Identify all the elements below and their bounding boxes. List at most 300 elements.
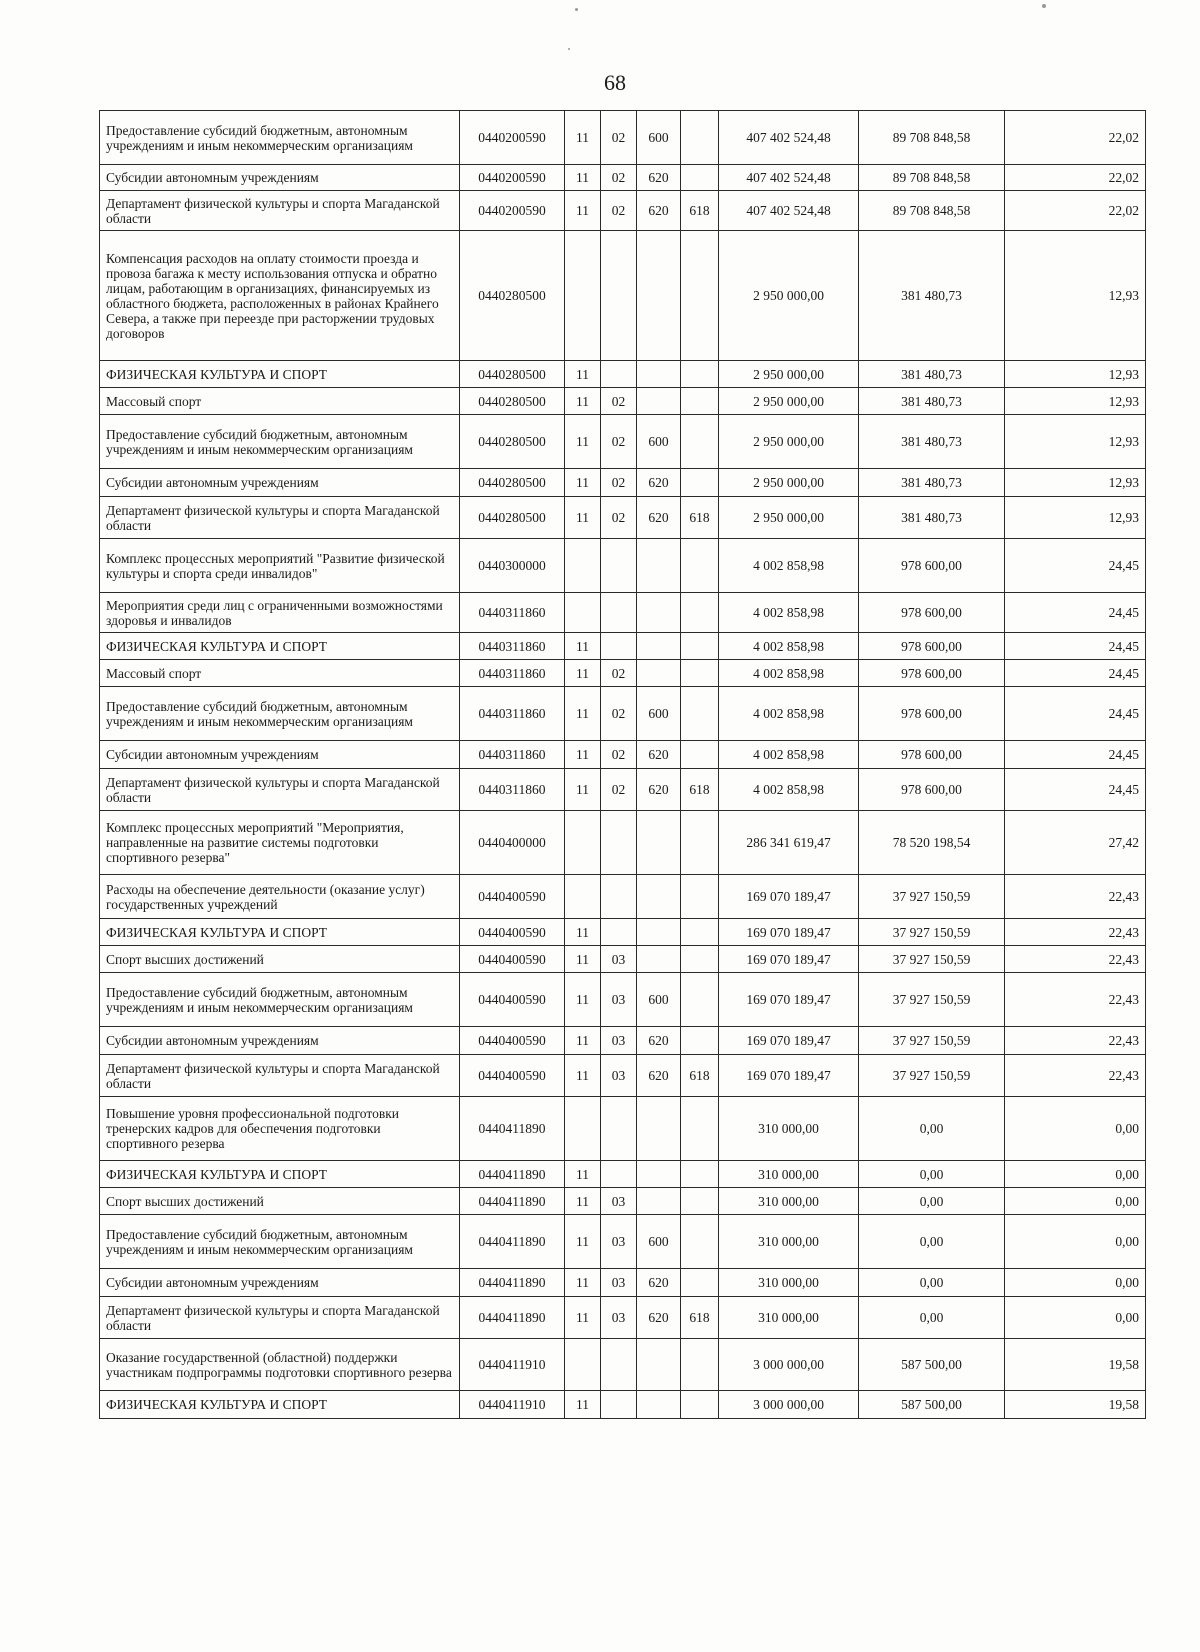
- row-fact-amount: 978 600,00: [859, 660, 1005, 687]
- row-expense-type: 620: [637, 165, 681, 191]
- row-section: 11: [565, 1215, 601, 1269]
- table-row: [100, 388, 1146, 415]
- row-percent: 12,93: [1005, 388, 1146, 415]
- scan-speck: [1042, 4, 1046, 8]
- row-section: 11: [565, 111, 601, 165]
- row-target-code: 0440400590: [460, 973, 565, 1027]
- row-department-code: [681, 1391, 719, 1419]
- row-name: Предоставление субсидий бюджетным, автономным учреждениям и иным некоммерческим организациям: [100, 973, 460, 1027]
- row-name: ФИЗИЧЕСКАЯ КУЛЬТУРА И СПОРТ: [100, 919, 460, 946]
- row-plan-amount: 310 000,00: [719, 1215, 859, 1269]
- table-row: [100, 1339, 1146, 1391]
- row-expense-type: [637, 361, 681, 388]
- row-percent: 0,00: [1005, 1097, 1146, 1161]
- row-name: Субсидии автономным учреждениям: [100, 469, 460, 497]
- table-row: [100, 1297, 1146, 1339]
- row-name: Предоставление субсидий бюджетным, автономным учреждениям и иным некоммерческим организациям: [100, 111, 460, 165]
- row-plan-amount: 169 070 189,47: [719, 1055, 859, 1097]
- row-department-code: 618: [681, 1055, 719, 1097]
- row-plan-amount: 2 950 000,00: [719, 361, 859, 388]
- row-subsection: 02: [601, 111, 637, 165]
- row-plan-amount: 310 000,00: [719, 1269, 859, 1297]
- row-expense-type: 600: [637, 415, 681, 469]
- row-name: Субсидии автономным учреждениям: [100, 165, 460, 191]
- table-row: [100, 1269, 1146, 1297]
- row-section: [565, 1097, 601, 1161]
- row-fact-amount: 0,00: [859, 1097, 1005, 1161]
- row-plan-amount: 2 950 000,00: [719, 469, 859, 497]
- row-fact-amount: 89 708 848,58: [859, 191, 1005, 231]
- row-target-code: 0440311860: [460, 660, 565, 687]
- row-percent: 22,02: [1005, 191, 1146, 231]
- row-expense-type: [637, 811, 681, 875]
- row-target-code: 0440400000: [460, 811, 565, 875]
- row-name: Департамент физической культуры и спорта Магаданской области: [100, 1297, 460, 1339]
- row-department-code: [681, 539, 719, 593]
- row-name: Департамент физической культуры и спорта Магаданской области: [100, 769, 460, 811]
- row-name: Комплекс процессных мероприятий "Мероприятия, направленные на развитие системы подготовки спортивного резерва": [100, 811, 460, 875]
- row-section: 11: [565, 1297, 601, 1339]
- table-row: [100, 165, 1146, 191]
- row-expense-type: 620: [637, 469, 681, 497]
- row-section: 11: [565, 660, 601, 687]
- page-number: 68: [604, 70, 626, 95]
- row-department-code: [681, 875, 719, 919]
- row-department-code: [681, 687, 719, 741]
- row-percent: 12,93: [1005, 469, 1146, 497]
- row-percent: 24,45: [1005, 741, 1146, 769]
- row-fact-amount: 37 927 150,59: [859, 946, 1005, 973]
- row-department-code: [681, 660, 719, 687]
- row-plan-amount: 2 950 000,00: [719, 497, 859, 539]
- row-subsection: 02: [601, 741, 637, 769]
- row-fact-amount: 978 600,00: [859, 769, 1005, 811]
- table-row: [100, 1188, 1146, 1215]
- table-row: [100, 919, 1146, 946]
- row-section: 11: [565, 946, 601, 973]
- row-percent: 22,02: [1005, 111, 1146, 165]
- row-expense-type: [637, 1391, 681, 1419]
- row-subsection: 03: [601, 946, 637, 973]
- row-percent: 19,58: [1005, 1339, 1146, 1391]
- row-expense-type: 620: [637, 741, 681, 769]
- row-section: 11: [565, 1188, 601, 1215]
- row-plan-amount: 286 341 619,47: [719, 811, 859, 875]
- row-subsection: [601, 361, 637, 388]
- row-plan-amount: 169 070 189,47: [719, 946, 859, 973]
- row-department-code: [681, 1027, 719, 1055]
- row-department-code: [681, 1339, 719, 1391]
- row-percent: 24,45: [1005, 769, 1146, 811]
- row-percent: 0,00: [1005, 1297, 1146, 1339]
- table-row: [100, 1097, 1146, 1161]
- row-subsection: [601, 875, 637, 919]
- row-name: Комплекс процессных мероприятий "Развитие физической культуры и спорта среди инвалидов": [100, 539, 460, 593]
- row-expense-type: 600: [637, 1215, 681, 1269]
- row-expense-type: [637, 633, 681, 660]
- row-target-code: 0440200590: [460, 111, 565, 165]
- row-department-code: [681, 633, 719, 660]
- row-plan-amount: 2 950 000,00: [719, 231, 859, 361]
- row-department-code: 618: [681, 497, 719, 539]
- row-name: Предоставление субсидий бюджетным, автономным учреждениям и иным некоммерческим организациям: [100, 415, 460, 469]
- row-department-code: [681, 361, 719, 388]
- row-subsection: 02: [601, 769, 637, 811]
- row-percent: 0,00: [1005, 1188, 1146, 1215]
- row-department-code: 618: [681, 1297, 719, 1339]
- row-subsection: 02: [601, 191, 637, 231]
- row-percent: 22,43: [1005, 946, 1146, 973]
- table-row: [100, 633, 1146, 660]
- row-fact-amount: 37 927 150,59: [859, 1055, 1005, 1097]
- row-target-code: 0440411910: [460, 1339, 565, 1391]
- row-target-code: 0440280500: [460, 415, 565, 469]
- row-expense-type: [637, 539, 681, 593]
- row-subsection: [601, 539, 637, 593]
- row-percent: 0,00: [1005, 1215, 1146, 1269]
- row-name: Оказание государственной (областной) поддержки участникам подпрограммы подготовки спортивного резерва: [100, 1339, 460, 1391]
- row-target-code: 0440411890: [460, 1215, 565, 1269]
- row-section: [565, 539, 601, 593]
- row-subsection: [601, 231, 637, 361]
- row-percent: 0,00: [1005, 1269, 1146, 1297]
- row-section: [565, 811, 601, 875]
- row-section: 11: [565, 415, 601, 469]
- row-department-code: [681, 946, 719, 973]
- row-department-code: [681, 1215, 719, 1269]
- row-section: 11: [565, 469, 601, 497]
- row-fact-amount: 978 600,00: [859, 741, 1005, 769]
- row-plan-amount: 4 002 858,98: [719, 660, 859, 687]
- row-target-code: 0440311860: [460, 633, 565, 660]
- table-row: [100, 231, 1146, 361]
- row-fact-amount: 0,00: [859, 1269, 1005, 1297]
- row-department-code: [681, 919, 719, 946]
- row-fact-amount: 978 600,00: [859, 593, 1005, 633]
- row-subsection: 02: [601, 165, 637, 191]
- table-row: [100, 687, 1146, 741]
- scan-speck: [568, 48, 570, 50]
- row-fact-amount: 0,00: [859, 1161, 1005, 1188]
- table-row: [100, 1161, 1146, 1188]
- row-fact-amount: 37 927 150,59: [859, 1027, 1005, 1055]
- row-expense-type: 620: [637, 769, 681, 811]
- table-row: [100, 811, 1146, 875]
- row-section: 11: [565, 769, 601, 811]
- row-target-code: 0440280500: [460, 388, 565, 415]
- row-subsection: 02: [601, 415, 637, 469]
- row-expense-type: [637, 593, 681, 633]
- row-name: Массовый спорт: [100, 388, 460, 415]
- row-department-code: [681, 973, 719, 1027]
- row-subsection: 03: [601, 1188, 637, 1215]
- row-fact-amount: 0,00: [859, 1297, 1005, 1339]
- row-expense-type: 600: [637, 111, 681, 165]
- row-fact-amount: 37 927 150,59: [859, 919, 1005, 946]
- row-target-code: 0440411890: [460, 1269, 565, 1297]
- table-row: [100, 1215, 1146, 1269]
- row-plan-amount: 4 002 858,98: [719, 687, 859, 741]
- row-department-code: [681, 231, 719, 361]
- row-percent: 24,45: [1005, 539, 1146, 593]
- row-name: Спорт высших достижений: [100, 1188, 460, 1215]
- row-name: Мероприятия среди лиц с ограниченными возможностями здоровья и инвалидов: [100, 593, 460, 633]
- row-plan-amount: 4 002 858,98: [719, 741, 859, 769]
- row-name: Повышение уровня профессиональной подготовки тренерских кадров для обеспечения подготовки спортивного резерва: [100, 1097, 460, 1161]
- row-subsection: 03: [601, 1215, 637, 1269]
- row-expense-type: [637, 1161, 681, 1188]
- row-target-code: 0440280500: [460, 469, 565, 497]
- scan-speck: [575, 8, 578, 11]
- row-department-code: [681, 1188, 719, 1215]
- row-expense-type: [637, 919, 681, 946]
- row-section: 11: [565, 191, 601, 231]
- row-fact-amount: 381 480,73: [859, 497, 1005, 539]
- table-row: [100, 875, 1146, 919]
- row-target-code: 0440400590: [460, 946, 565, 973]
- row-percent: 22,43: [1005, 875, 1146, 919]
- row-name: Субсидии автономным учреждениям: [100, 741, 460, 769]
- row-plan-amount: 169 070 189,47: [719, 973, 859, 1027]
- row-name: ФИЗИЧЕСКАЯ КУЛЬТУРА И СПОРТ: [100, 1161, 460, 1188]
- row-percent: 27,42: [1005, 811, 1146, 875]
- row-target-code: 0440280500: [460, 231, 565, 361]
- row-percent: 12,93: [1005, 231, 1146, 361]
- row-fact-amount: 381 480,73: [859, 361, 1005, 388]
- row-section: 11: [565, 741, 601, 769]
- row-expense-type: [637, 231, 681, 361]
- table-row: [100, 1391, 1146, 1419]
- row-section: [565, 875, 601, 919]
- row-subsection: 03: [601, 1297, 637, 1339]
- row-subsection: 03: [601, 1269, 637, 1297]
- row-target-code: 0440280500: [460, 497, 565, 539]
- row-target-code: 0440400590: [460, 1055, 565, 1097]
- row-plan-amount: 407 402 524,48: [719, 165, 859, 191]
- row-subsection: 02: [601, 687, 637, 741]
- row-percent: 22,43: [1005, 973, 1146, 1027]
- row-expense-type: [637, 1339, 681, 1391]
- row-section: 11: [565, 687, 601, 741]
- row-fact-amount: 381 480,73: [859, 388, 1005, 415]
- row-fact-amount: 89 708 848,58: [859, 165, 1005, 191]
- row-subsection: [601, 1339, 637, 1391]
- row-plan-amount: 169 070 189,47: [719, 875, 859, 919]
- row-department-code: 618: [681, 769, 719, 811]
- row-name: Спорт высших достижений: [100, 946, 460, 973]
- row-subsection: [601, 1097, 637, 1161]
- row-target-code: 0440311860: [460, 769, 565, 811]
- row-expense-type: [637, 1097, 681, 1161]
- row-expense-type: [637, 1188, 681, 1215]
- row-target-code: 0440411890: [460, 1297, 565, 1339]
- row-fact-amount: 978 600,00: [859, 539, 1005, 593]
- row-plan-amount: 2 950 000,00: [719, 388, 859, 415]
- table-row: [100, 191, 1146, 231]
- row-section: 11: [565, 919, 601, 946]
- row-target-code: 0440411910: [460, 1391, 565, 1419]
- row-target-code: 0440400590: [460, 1027, 565, 1055]
- row-section: 11: [565, 165, 601, 191]
- row-expense-type: [637, 875, 681, 919]
- table-row: [100, 497, 1146, 539]
- row-subsection: 03: [601, 1055, 637, 1097]
- row-section: 11: [565, 497, 601, 539]
- row-name: Департамент физической культуры и спорта Магаданской области: [100, 191, 460, 231]
- row-target-code: 0440311860: [460, 687, 565, 741]
- row-target-code: 0440280500: [460, 361, 565, 388]
- row-percent: 12,93: [1005, 361, 1146, 388]
- row-section: 11: [565, 1055, 601, 1097]
- table-row: [100, 111, 1146, 165]
- table-row: [100, 539, 1146, 593]
- row-section: 11: [565, 1391, 601, 1419]
- row-plan-amount: 4 002 858,98: [719, 539, 859, 593]
- row-target-code: 0440311860: [460, 593, 565, 633]
- row-percent: 12,93: [1005, 497, 1146, 539]
- row-expense-type: 600: [637, 687, 681, 741]
- table-row: [100, 1027, 1146, 1055]
- row-section: 11: [565, 1161, 601, 1188]
- table-row: [100, 741, 1146, 769]
- row-name: Субсидии автономным учреждениям: [100, 1269, 460, 1297]
- budget-table: [99, 110, 1146, 1419]
- row-name: Предоставление субсидий бюджетным, автономным учреждениям и иным некоммерческим организациям: [100, 687, 460, 741]
- row-name: Компенсация расходов на оплату стоимости проезда и провоза багажа к месту использования отпуска и обратно лицам, работающим в организациях, финансируемых из областного бюджета, расположенных в районах Крайнего Севера, а также при переезде при расторжении трудовых договоров: [100, 231, 460, 361]
- row-fact-amount: 0,00: [859, 1188, 1005, 1215]
- row-subsection: 03: [601, 973, 637, 1027]
- row-plan-amount: 310 000,00: [719, 1297, 859, 1339]
- row-section: [565, 593, 601, 633]
- row-subsection: 02: [601, 388, 637, 415]
- row-department-code: 618: [681, 191, 719, 231]
- row-fact-amount: 381 480,73: [859, 469, 1005, 497]
- row-fact-amount: 0,00: [859, 1215, 1005, 1269]
- table-row: [100, 973, 1146, 1027]
- row-expense-type: 620: [637, 1269, 681, 1297]
- row-subsection: [601, 811, 637, 875]
- row-name: ФИЗИЧЕСКАЯ КУЛЬТУРА И СПОРТ: [100, 1391, 460, 1419]
- table-row: [100, 660, 1146, 687]
- row-subsection: 02: [601, 497, 637, 539]
- row-subsection: 02: [601, 469, 637, 497]
- row-fact-amount: 89 708 848,58: [859, 111, 1005, 165]
- row-percent: 12,93: [1005, 415, 1146, 469]
- row-department-code: [681, 811, 719, 875]
- row-subsection: 02: [601, 660, 637, 687]
- row-fact-amount: 78 520 198,54: [859, 811, 1005, 875]
- row-plan-amount: 169 070 189,47: [719, 919, 859, 946]
- row-percent: 22,43: [1005, 1027, 1146, 1055]
- row-fact-amount: 37 927 150,59: [859, 973, 1005, 1027]
- table-row: [100, 593, 1146, 633]
- row-plan-amount: 169 070 189,47: [719, 1027, 859, 1055]
- row-name: Департамент физической культуры и спорта Магаданской области: [100, 1055, 460, 1097]
- row-percent: 24,45: [1005, 593, 1146, 633]
- row-percent: 24,45: [1005, 633, 1146, 660]
- row-plan-amount: 4 002 858,98: [719, 769, 859, 811]
- row-plan-amount: 3 000 000,00: [719, 1339, 859, 1391]
- row-section: [565, 1339, 601, 1391]
- row-subsection: [601, 919, 637, 946]
- row-target-code: 0440411890: [460, 1161, 565, 1188]
- row-percent: 24,45: [1005, 687, 1146, 741]
- row-subsection: [601, 593, 637, 633]
- row-expense-type: 620: [637, 497, 681, 539]
- row-department-code: [681, 1097, 719, 1161]
- row-expense-type: [637, 388, 681, 415]
- row-section: 11: [565, 1269, 601, 1297]
- table-row: [100, 769, 1146, 811]
- row-target-code: 0440400590: [460, 875, 565, 919]
- row-fact-amount: 978 600,00: [859, 687, 1005, 741]
- row-subsection: [601, 1391, 637, 1419]
- row-plan-amount: 4 002 858,98: [719, 593, 859, 633]
- row-name: ФИЗИЧЕСКАЯ КУЛЬТУРА И СПОРТ: [100, 633, 460, 660]
- table-row: [100, 1055, 1146, 1097]
- row-plan-amount: 310 000,00: [719, 1097, 859, 1161]
- row-department-code: [681, 111, 719, 165]
- row-expense-type: 620: [637, 1055, 681, 1097]
- row-plan-amount: 2 950 000,00: [719, 415, 859, 469]
- row-plan-amount: 4 002 858,98: [719, 633, 859, 660]
- row-percent: 22,02: [1005, 165, 1146, 191]
- row-section: 11: [565, 633, 601, 660]
- row-target-code: 0440411890: [460, 1188, 565, 1215]
- row-fact-amount: 381 480,73: [859, 415, 1005, 469]
- row-percent: 22,43: [1005, 919, 1146, 946]
- row-plan-amount: 407 402 524,48: [719, 191, 859, 231]
- row-expense-type: [637, 660, 681, 687]
- row-percent: 22,43: [1005, 1055, 1146, 1097]
- row-fact-amount: 37 927 150,59: [859, 875, 1005, 919]
- row-name: ФИЗИЧЕСКАЯ КУЛЬТУРА И СПОРТ: [100, 361, 460, 388]
- row-expense-type: 620: [637, 1027, 681, 1055]
- row-target-code: 0440400590: [460, 919, 565, 946]
- row-percent: 0,00: [1005, 1161, 1146, 1188]
- row-subsection: [601, 633, 637, 660]
- row-department-code: [681, 1161, 719, 1188]
- table-row: [100, 469, 1146, 497]
- row-expense-type: 600: [637, 973, 681, 1027]
- row-fact-amount: 978 600,00: [859, 633, 1005, 660]
- row-plan-amount: 407 402 524,48: [719, 111, 859, 165]
- row-department-code: [681, 388, 719, 415]
- row-plan-amount: 310 000,00: [719, 1161, 859, 1188]
- row-name: Предоставление субсидий бюджетным, автономным учреждениям и иным некоммерческим организациям: [100, 1215, 460, 1269]
- row-name: Субсидии автономным учреждениям: [100, 1027, 460, 1055]
- row-fact-amount: 381 480,73: [859, 231, 1005, 361]
- row-target-code: 0440200590: [460, 165, 565, 191]
- row-plan-amount: 3 000 000,00: [719, 1391, 859, 1419]
- row-plan-amount: 310 000,00: [719, 1188, 859, 1215]
- row-fact-amount: 587 500,00: [859, 1391, 1005, 1419]
- table-row: [100, 361, 1146, 388]
- row-department-code: [681, 1269, 719, 1297]
- row-percent: 19,58: [1005, 1391, 1146, 1419]
- row-section: 11: [565, 388, 601, 415]
- row-subsection: 03: [601, 1027, 637, 1055]
- row-target-code: 0440411890: [460, 1097, 565, 1161]
- row-department-code: [681, 593, 719, 633]
- row-name: Расходы на обеспечение деятельности (оказание услуг) государственных учреждений: [100, 875, 460, 919]
- row-subsection: [601, 1161, 637, 1188]
- row-target-code: 0440300000: [460, 539, 565, 593]
- row-section: 11: [565, 973, 601, 1027]
- row-section: 11: [565, 1027, 601, 1055]
- row-target-code: 0440200590: [460, 191, 565, 231]
- row-department-code: [681, 469, 719, 497]
